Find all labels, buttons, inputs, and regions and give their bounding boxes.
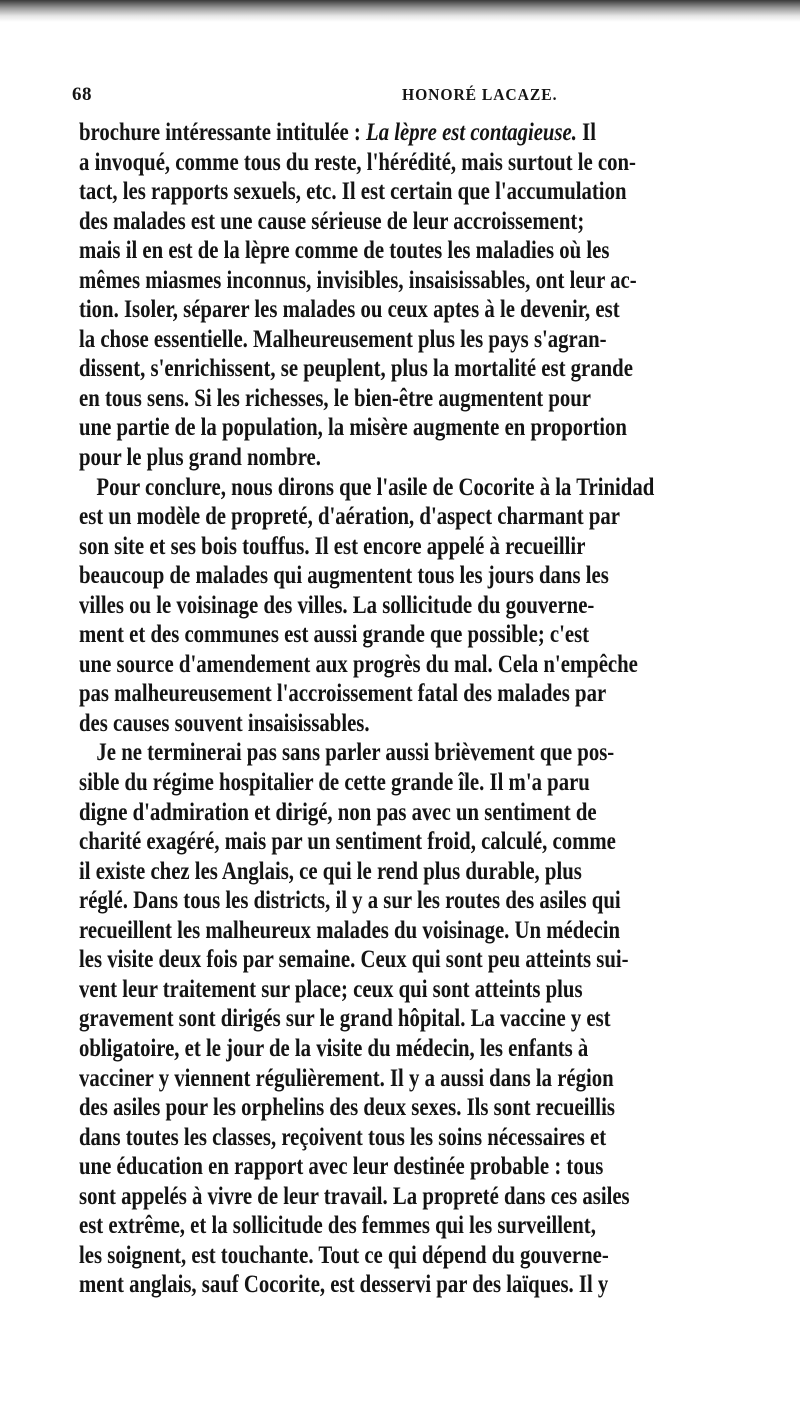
text-line: des causes souvent insaisissables. xyxy=(79,709,370,737)
text-line: recueillent les malheureux malades du voisinage. Un médecin xyxy=(79,916,621,944)
text-line: des asiles pour les orphelins des deux sexes. Ils sont recueillis xyxy=(79,1094,615,1122)
text-line: villes ou le voisinage des villes. La sollicitude du gouverne- xyxy=(79,591,595,619)
text-line: est un modèle de propreté, d'aération, d'aspect charmant par xyxy=(79,503,621,531)
text-line: charité exagéré, mais par un sentiment froid, calculé, comme xyxy=(79,828,616,856)
text-line: digne d'admiration et dirigé, non pas avec un sentiment de xyxy=(79,798,597,826)
text-line: la chose essentielle. Malheureusement plus les pays s'agran- xyxy=(79,325,607,353)
text-line: tion. Isoler, séparer les malades ou ceux aptes à le devenir, est xyxy=(79,296,620,324)
text-line: il existe chez les Anglais, ce qui le rend plus durable, plus xyxy=(79,857,582,885)
text-line: est extrême, et la sollicitude des femmes qui les surveillent, xyxy=(79,1212,596,1240)
running-title: HONORÉ LACAZE. xyxy=(402,85,558,104)
text-line: une partie de la population, la misère augmente en proportion xyxy=(79,414,627,442)
text-line: beaucoup de malades qui augmentent tous les jours dans les xyxy=(79,562,609,590)
text-line: pour le plus grand nombre. xyxy=(79,444,321,472)
text-line: sible du régime hospitalier de cette grande île. Il m'a paru xyxy=(79,769,590,797)
text-line: en tous sens. Si les richesses, le bien-être augmentent pour xyxy=(79,384,592,412)
text-line: Pour conclure, nous dirons que l'asile de Cocorite à la Trinidad xyxy=(96,473,655,501)
text-line: mêmes miasmes inconnus, invisibles, insaisissables, ont leur ac- xyxy=(79,266,637,294)
text-line: dissent, s'enrichissent, se peuplent, plus la mortalité est grande xyxy=(79,355,633,383)
text-line: les soignent, est touchante. Tout ce qui dépend du gouverne- xyxy=(79,1241,609,1269)
text-line: pas malheureusement l'accroissement fatal des malades par xyxy=(79,680,607,708)
body-text xyxy=(79,118,784,1300)
text-line: vacciner y viennent régulièrement. Il y a aussi dans la région xyxy=(79,1064,614,1092)
text-line xyxy=(79,118,664,148)
page-number: 68 xyxy=(72,84,92,105)
text-line: une éducation en rapport avec leur destinée probable : tous xyxy=(79,1153,604,1181)
text-line: sont appelés à vivre de leur travail. La propreté dans ces asiles xyxy=(79,1182,630,1210)
text-line: Je ne terminerai pas sans parler aussi brièvement que pos- xyxy=(96,739,615,767)
running-head xyxy=(72,84,784,108)
text-line: ment anglais, sauf Cocorite, est desservi par des laïques. Il y xyxy=(79,1271,609,1299)
text-line-segment: Il xyxy=(576,119,596,146)
text-line-segment: brochure intéressante intitulée : xyxy=(79,119,367,146)
text-line: des malades est une cause sérieuse de leur accroissement; xyxy=(79,207,585,235)
book-title-italic: La lèpre est contagieuse. xyxy=(366,119,577,146)
text-line: tact, les rapports sexuels, etc. Il est certain que l'accumulation xyxy=(79,178,627,206)
text-line: a invoqué, comme tous du reste, l'hérédité, mais surtout le con- xyxy=(79,148,636,176)
text-line: les visite deux fois par semaine. Ceux qui sont peu atteints sui- xyxy=(79,946,629,974)
text-line: réglé. Dans tous les districts, il y a sur les routes des asiles qui xyxy=(79,887,621,915)
text-line: une source d'amendement aux progrès du mal. Cela n'empêche xyxy=(79,650,638,678)
text-line: vent leur traitement sur place; ceux qui sont atteints plus xyxy=(79,975,583,1003)
text-line: ment et des communes est aussi grande que possible; c'est xyxy=(79,621,590,649)
text-line: dans toutes les classes, reçoivent tous les soins nécessaires et xyxy=(79,1123,607,1151)
text-line: son site et ses bois touffus. Il est encore appelé à recueillir xyxy=(79,532,586,560)
text-line: mais il en est de la lèpre comme de toutes les maladies où les xyxy=(79,237,610,265)
text-line: gravement sont dirigés sur le grand hôpital. La vaccine y est xyxy=(79,1005,611,1033)
text-line: obligatoire, et le jour de la visite du médecin, les enfants à xyxy=(79,1034,589,1062)
